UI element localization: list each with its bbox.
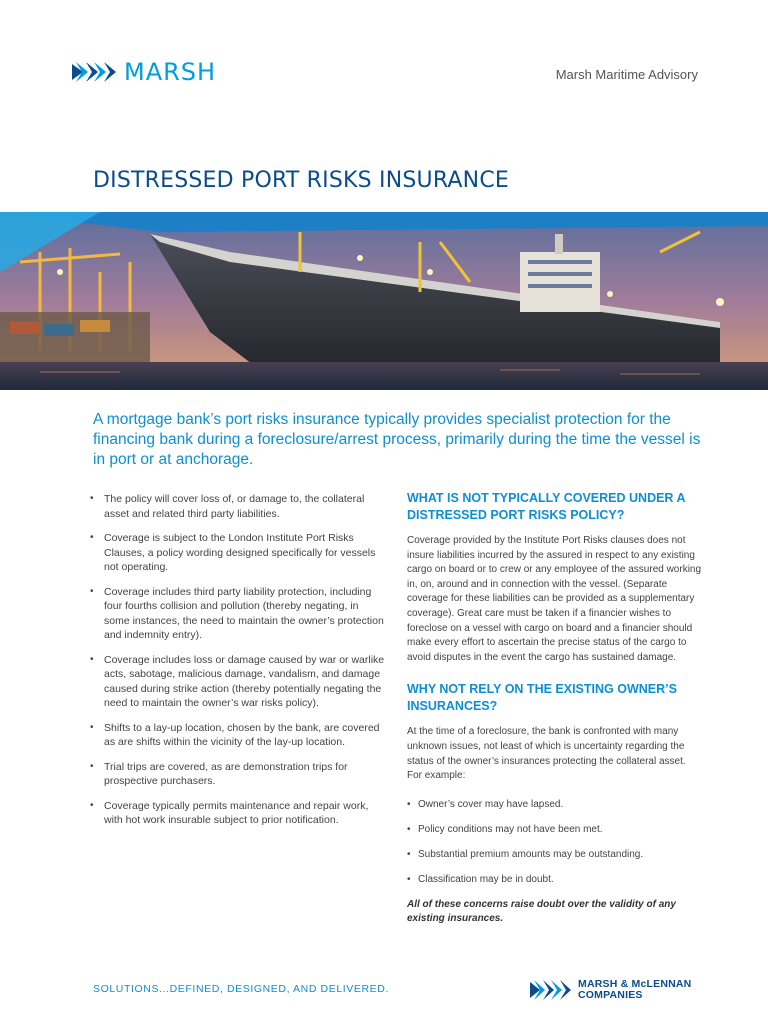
concerns-bullet-list <box>407 798 703 887</box>
list-item: • Shifts to a lay-up location, chosen by the bank, are covered as are shifts within the vicinity of the lay-up location. <box>90 721 386 750</box>
mmc-wordmark <box>578 979 691 1001</box>
mmc-line1: MARSH & McLENNAN <box>578 978 692 990</box>
marsh-logo <box>72 58 216 86</box>
emphasis-statement: All of these concerns raise doubt over the validity of any existing insurances. <box>407 898 676 925</box>
section-body-not-covered: Coverage provided by the Institute Port Risks clauses does not insure liabilities incurred by the assured in respect to any existing cargo on board or to crew or any employee of the assured working in, on, around and in connection with the vessel. (Separate coverage for these liabilities can be provided as a supplementary coverage). Great care must be taken if a financier wishes to foreclose on a vessel with cargo on board and a financier should make every effort to ascertain the precise status of the cargo to avoid disputes in the event the cargo has sustained damage. <box>407 535 702 663</box>
list-item: • Coverage includes third party liability protection, including four fourths collision and pollution (thereby negating, in some instances, the need to maintain the owner’s protection and indemnity entry). <box>90 585 386 643</box>
mmc-line2: COMPANIES <box>578 989 643 1001</box>
list-item: • Substantial premium amounts may be outstanding. <box>407 848 703 862</box>
hero-image <box>0 212 768 390</box>
mmc-logo <box>530 978 691 1002</box>
list-item: • Policy conditions may not have been met. <box>407 823 703 837</box>
page-title: DISTRESSED PORT RISKS INSURANCE <box>93 168 509 193</box>
advisory-label: Marsh Maritime Advisory <box>555 67 698 82</box>
list-item: • Coverage includes loss or damage caused by war or warlike acts, sabotage, malicious damage, vandalism, and damage caused during strike action (thereby potentially negating the need to maintain the owner’s war risks policy). <box>90 653 386 711</box>
coverage-bullet-list <box>90 492 386 828</box>
section-heading-not-covered: WHAT IS NOT TYPICALLY COVERED UNDER A DISTRESSED PORT RISKS POLICY? <box>407 491 686 522</box>
list-item: • Trial trips are covered, as are demonstration trips for prospective purchasers. <box>90 760 386 789</box>
section-body-existing-insurance: At the time of a foreclosure, the bank is confronted with many unknown issues, not least of which is uncertainty regarding the status of the owner’s insurances protecting the collateral asset. For example: <box>407 726 686 782</box>
right-column <box>407 490 703 927</box>
list-item: • Owner’s cover may have lapsed. <box>407 798 703 812</box>
list-item: • Coverage typically permits maintenance and repair work, with hot work insurable subject to prior notification. <box>90 799 386 828</box>
logo-wordmark: MARSH <box>124 58 217 86</box>
section-heading-existing-insurance: WHY NOT RELY ON THE EXISTING OWNER’S INSURANCES? <box>407 682 677 714</box>
footer-tagline: SOLUTIONS...DEFINED, DESIGNED, AND DELIVERED. <box>93 983 389 995</box>
list-item: • The policy will cover loss of, or damage to, the collateral asset and related third party liabilities. <box>90 492 386 521</box>
list-item: • Classification may be in doubt. <box>407 873 703 887</box>
lead-paragraph: A mortgage bank’s port risks insurance typically provides specialist protection for the financing bank during a foreclosure/arrest process, primarily during the time the vessel is in port or at anchorage. <box>93 411 701 468</box>
marsh-logo-icon <box>72 60 116 84</box>
mmc-logo-icon <box>530 978 572 1002</box>
left-column <box>90 492 386 838</box>
list-item: • Coverage is subject to the London Institute Port Risks Clauses, a policy wording designed specifically for vessels not operating. <box>90 531 386 575</box>
